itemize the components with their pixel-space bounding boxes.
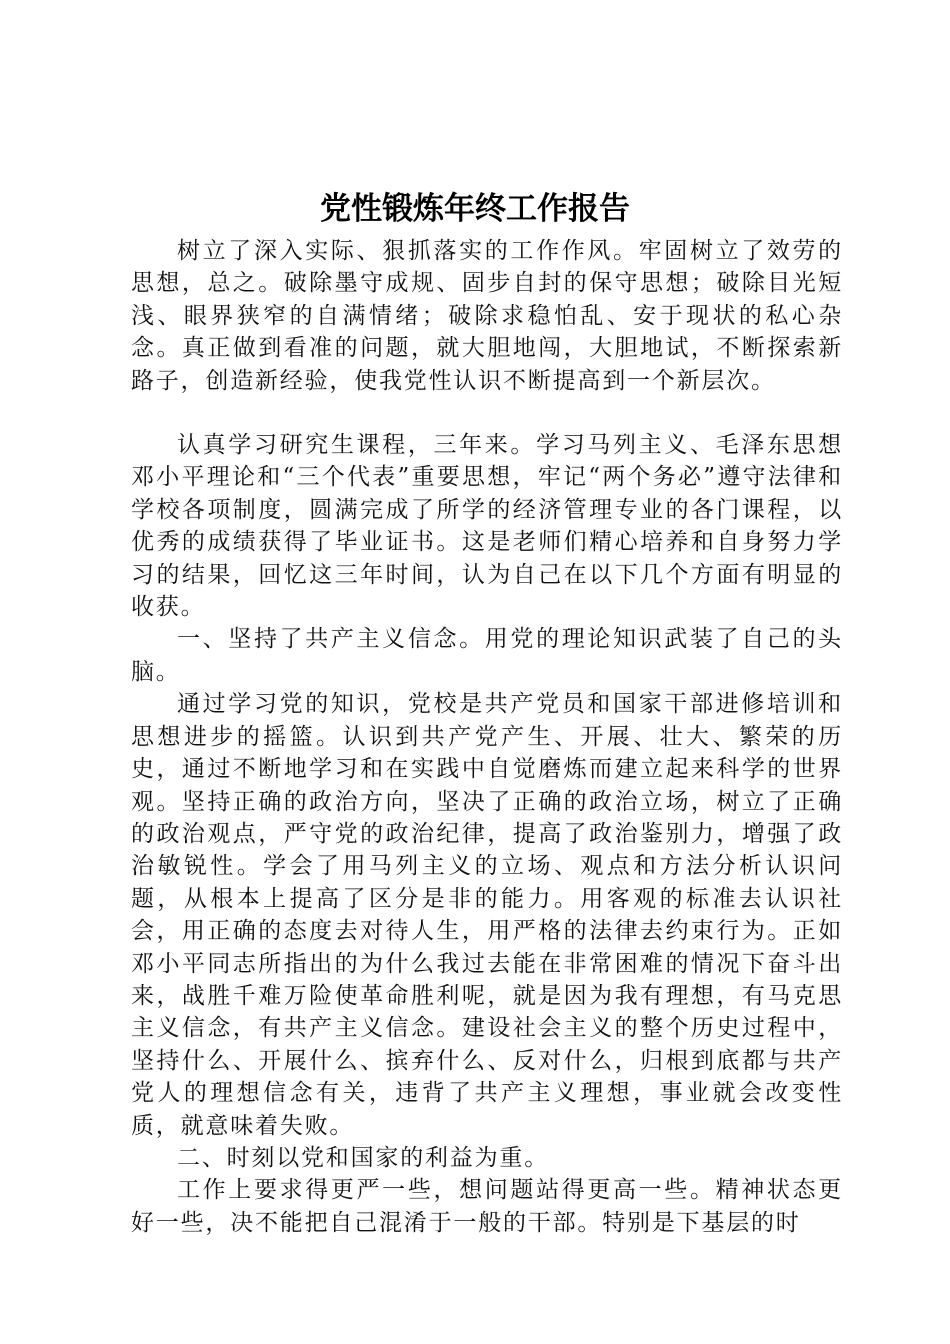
document-body (131, 235, 843, 1239)
paragraph-2: 认真学习研究生课程，三年来。学习马列主义、毛泽东思想邓小平理论和“三个代表”重要思想，牢记“两个务必”遵守法律和学校各项制度，圆满完成了所学的经济管理专业的各门课程，以优秀的成绩获得了毕业证书。这是老师们精心培养和自身努力学习的结果，回忆这三年时间，认为自己在以下几个方面有明显的收获。 (131, 432, 843, 621)
paragraph-6: 工作上要求得更严一些，想问题站得更高一些。精神状态更好一些，决不能把自己混淆于一般的干部。特别是下基层的时 (131, 1177, 843, 1236)
document-title: 党性锻炼年终工作报告 (320, 191, 630, 227)
paragraph-1: 树立了深入实际、狠抓落实的工作作风。牢固树立了效劳的思想，总之。破除墨守成规、固步自封的保守思想；破除目光短浅、眼界狭窄的自满情绪；破除求稳怕乱、安于现状的私心杂念。真正做到看准的问题，就大胆地闯，大胆地试，不断探索新路子，创造新经验，使我党性认识不断提高到一个新层次。 (131, 238, 843, 394)
paragraph-5-heading: 二、时刻以党和国家的利益为重。 (177, 1144, 549, 1171)
paragraph-4: 通过学习党的知识，党校是共产党员和国家干部进修培训和思想进步的摇篮。认识到共产党产生、开展、壮大、繁荣的历史，通过不断地学习和在实践中自觉磨炼而建立起来科学的世界观。坚持正确的政治方向，坚决了正确的政治立场，树立了正确的政治观点，严守党的政治纪律，提高了政治鉴别力，增强了政治敏锐性。学会了用马列主义的立场、观点和方法分析认识问题，从根本上提高了区分是非的能力。用客观的标准去认识社会，用正确的态度去对待人生，用严格的法律去约束行为。正如邓小平同志所指出的为什么我过去能在非常困难的情况下奋斗出来，战胜千难万险使革命胜利呢，就是因为我有理想，有马克思主义信念，有共产主义信念。建设社会主义的整个历史过程中，坚持什么、开展什么、摈弃什么、反对什么，归根到底都与共产党人的理想信念有关，违背了共产主义理想，事业就会改变性质，就意味着失败。 (131, 691, 843, 1139)
paragraph-3-heading: 一、坚持了共产主义信念。用党的理论知识武装了自己的头脑。 (131, 626, 843, 685)
